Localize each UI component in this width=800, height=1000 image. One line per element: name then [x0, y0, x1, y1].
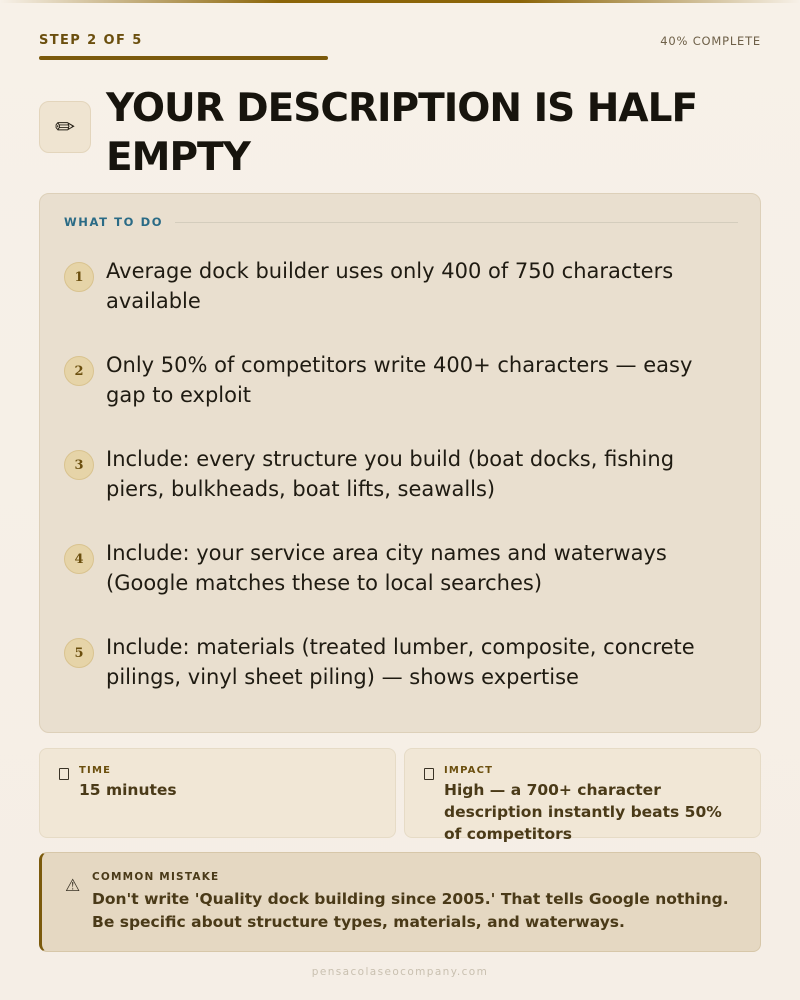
step-indicator: STEP 2 OF 5 — [39, 33, 143, 48]
mistake-text: Don't write 'Quality dock building since 2005.' That tells Google nothing. Be specific about structure types, materials, and waterways. — [92, 890, 729, 931]
footer-domain: pensacolaseocompany.com — [311, 966, 489, 978]
step-text: Include: your service area city names and waterways (Google matches these to local searches) — [106, 541, 667, 595]
step-number-badge: 2 — [64, 356, 94, 386]
step-number-badge: 4 — [64, 544, 94, 574]
steps-list — [64, 256, 734, 726]
top-accent-bar — [0, 0, 800, 3]
impact-box — [404, 748, 761, 843]
page-title: YOUR DESCRIPTION IS HALF EMPTY — [106, 86, 698, 180]
step-text: Average dock builder uses only 400 of 750 characters available — [106, 259, 674, 313]
step-number-badge: 3 — [64, 450, 94, 480]
time-box — [39, 748, 396, 838]
progress-header — [39, 33, 761, 48]
step-number-badge: 1 — [64, 262, 94, 292]
step-item — [64, 538, 734, 598]
mistake-label: COMMON MISTAKE — [92, 871, 220, 883]
time-label: TIME — [79, 765, 112, 776]
card-header — [64, 215, 738, 229]
completion-percentage: 40% COMPLETE — [660, 33, 761, 48]
chart-icon — [424, 768, 434, 780]
pencil-icon: ✏ — [39, 101, 91, 153]
progress-bar-fill — [39, 56, 328, 60]
impact-value: High — a 700+ character description instantly beats 50% of competitors — [444, 781, 722, 843]
section-label: WHAT TO DO — [64, 215, 164, 229]
what-to-do-card — [39, 193, 761, 733]
clock-icon — [59, 768, 69, 780]
title-section — [39, 84, 761, 182]
common-mistake-callout — [39, 852, 761, 952]
impact-label: IMPACT — [444, 765, 494, 776]
step-item — [64, 350, 734, 410]
time-value: 15 minutes — [79, 781, 177, 799]
step-number-badge: 5 — [64, 638, 94, 668]
step-item — [64, 256, 734, 316]
step-text: Only 50% of competitors write 400+ characters — easy gap to exploit — [106, 353, 693, 407]
step-text: Include: materials (treated lumber, composite, concrete pilings, vinyl sheet piling) — shows expertise — [106, 635, 695, 689]
step-item — [64, 632, 734, 692]
progress-bar — [39, 56, 761, 60]
warning-icon: ⚠ — [65, 876, 81, 896]
step-text: Include: every structure you build (boat docks, fishing piers, bulkheads, boat lifts, seawalls) — [106, 447, 675, 501]
step-item — [64, 444, 734, 504]
section-divider — [175, 222, 738, 223]
